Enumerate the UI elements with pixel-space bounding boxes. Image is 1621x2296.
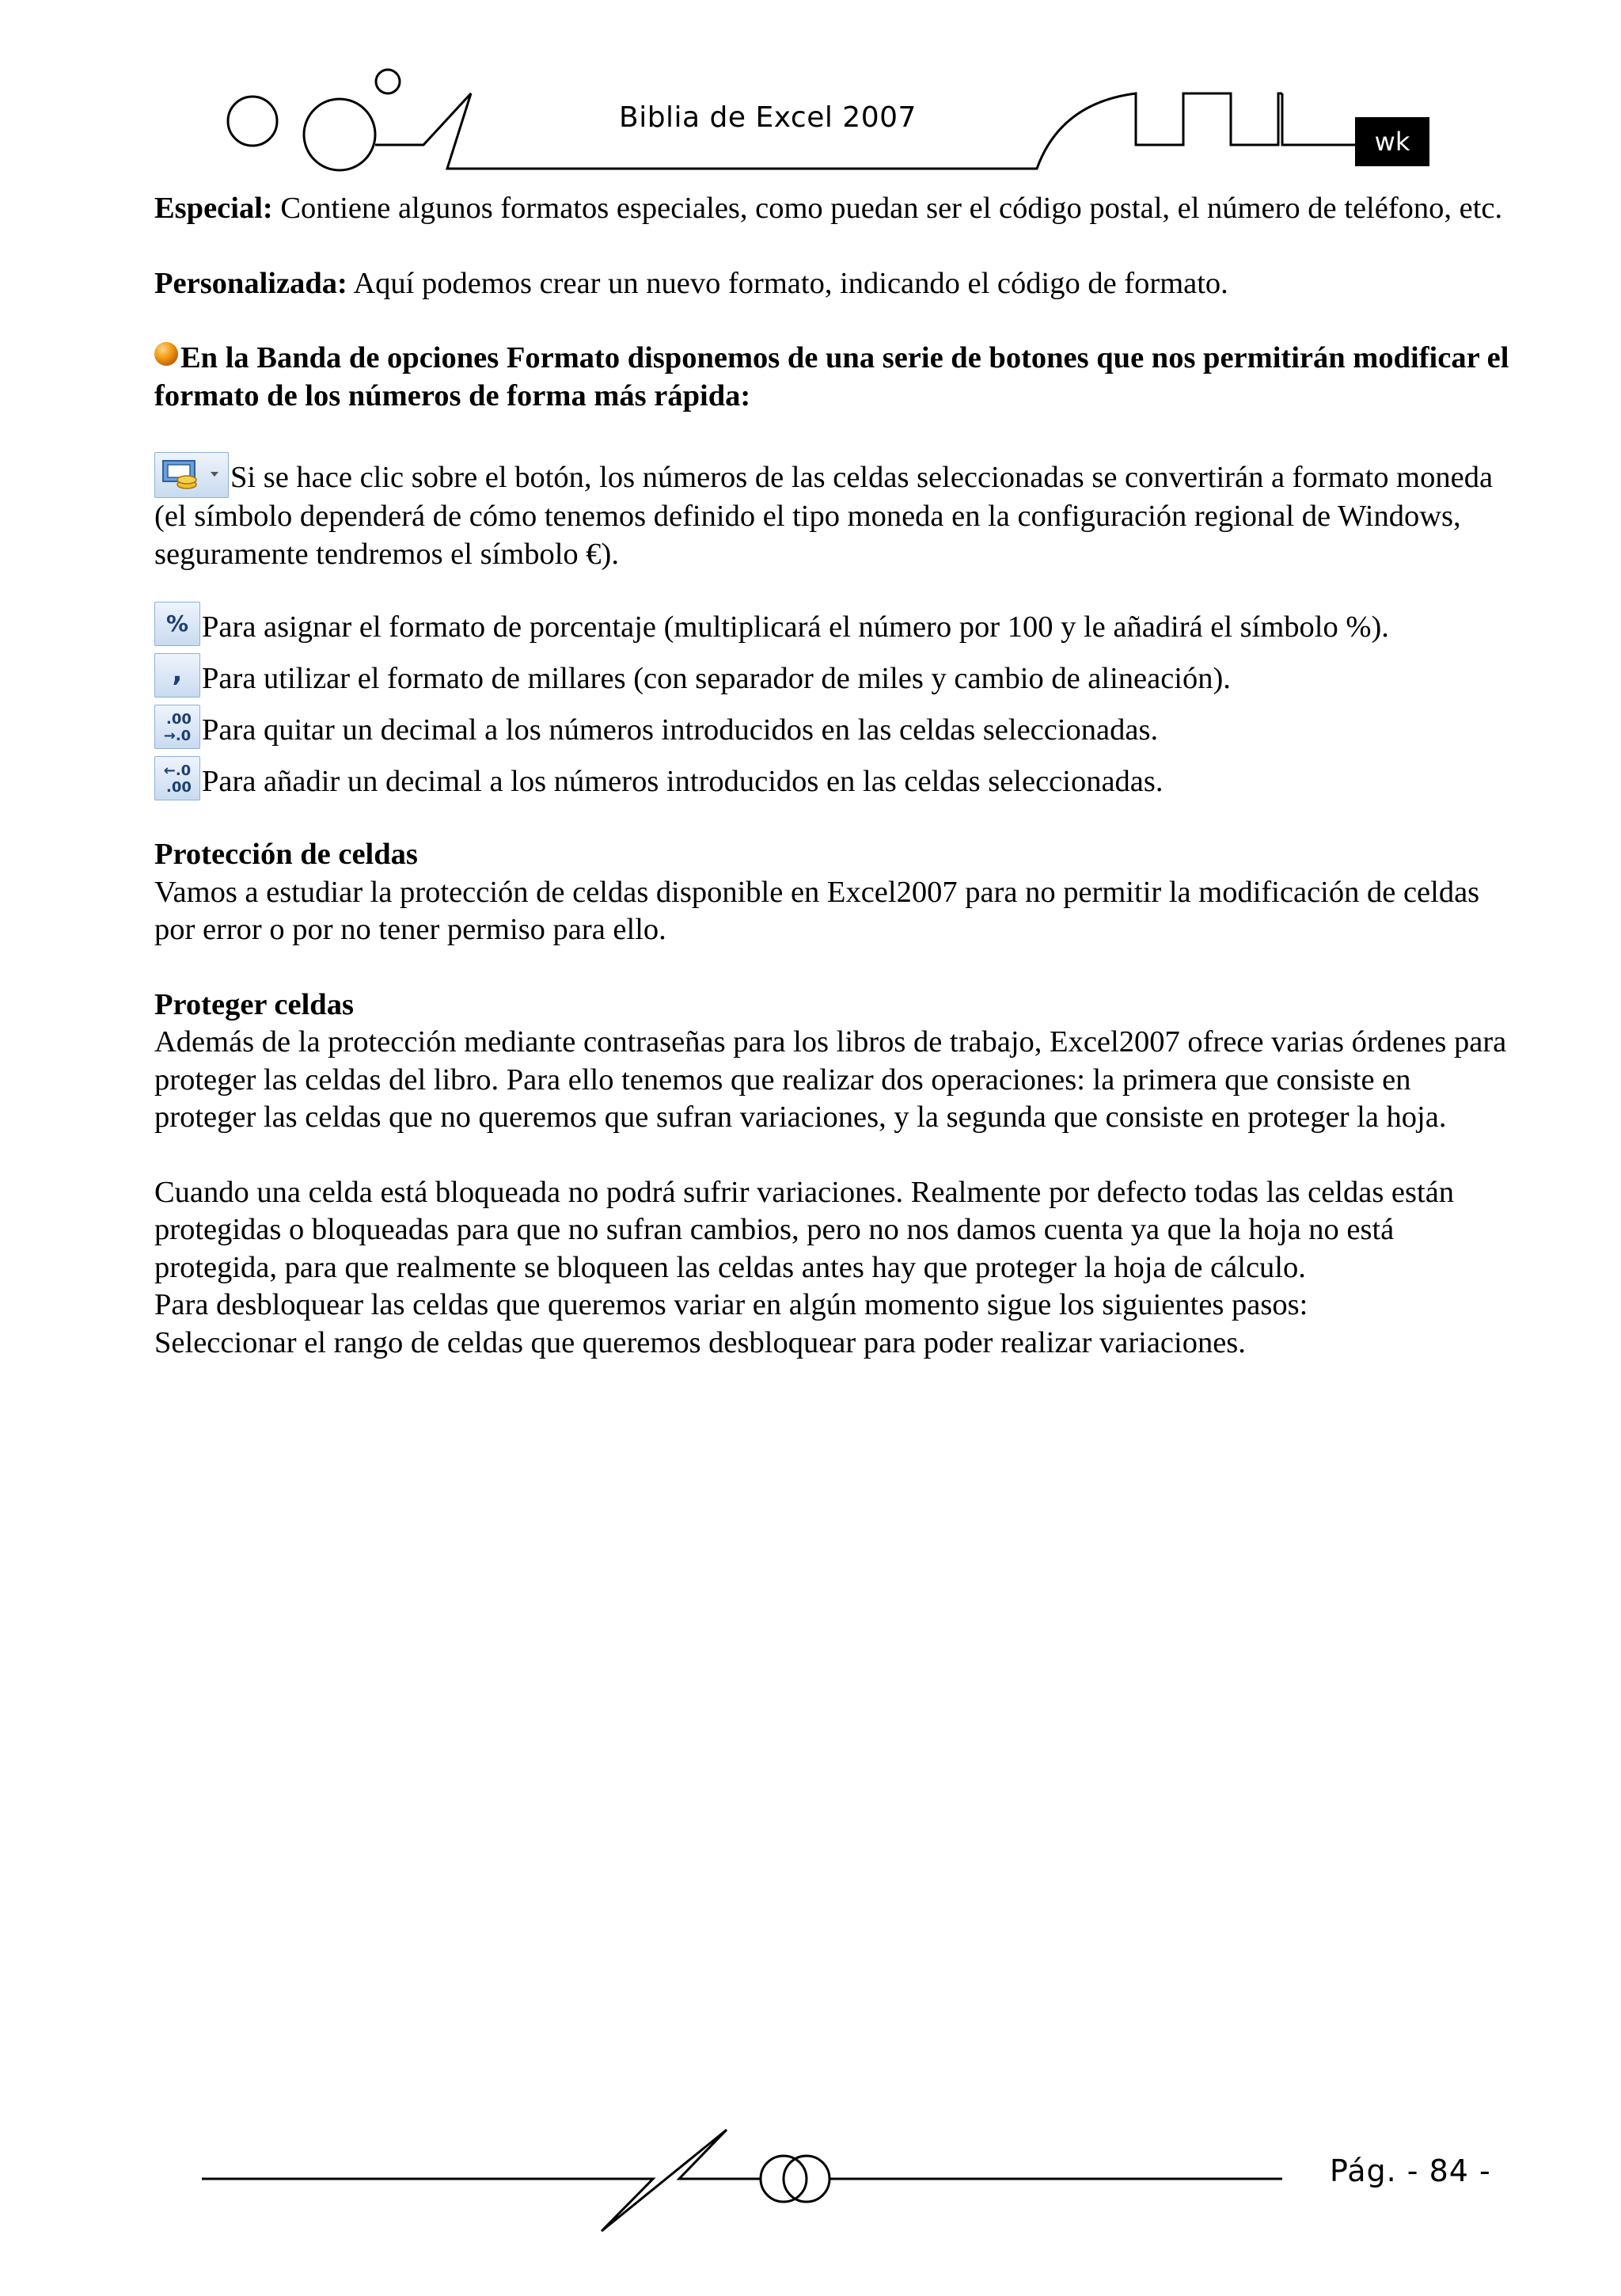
decrease-glyph-bottom: →.0 — [163, 728, 192, 744]
comma-glyph: , — [172, 656, 183, 688]
proteccion-text: Vamos a estudiar la protección de celdas disponible en Excel2007 para no permitir la modificación de celdas por error o por no tener permiso para ello. — [154, 875, 1480, 946]
millares-text: Para utilizar el formato de millares (con separador de miles y cambio de alineación). — [202, 662, 1231, 695]
page-footer — [0, 2098, 1621, 2241]
desbloquear-text: Para desbloquear las celdas que queremos variar en algún momento sigue los siguientes pasos: — [154, 1288, 1308, 1321]
percent-style-button-icon[interactable] — [154, 602, 200, 646]
bloqueada-text: Cuando una celda está bloqueada no podrá sufrir variaciones. Realmente por defecto todas las celdas están protegidas o bloqueadas para que no sufran cambios, pero no nos damos cuenta ya que la hoja no está protegida, para que realmente se bloqueen las celdas antes hay que proteger la hoja de cálculo. — [154, 1175, 1455, 1284]
especial-label: Especial: — [154, 192, 273, 225]
paragraph-personalizada — [154, 265, 1516, 303]
currency-format-button-icon[interactable] — [154, 452, 229, 498]
moneda-text: Si se hace clic sobre el botón, los números de las celdas seleccionadas se convertirán a formato moneda (el símbolo dependerá de cómo tenemos definido el tipo moneda en la configuración regional de Windows, seguramente tendremos el símbolo €). — [154, 461, 1494, 571]
proteccion-title: Protección de celdas — [154, 838, 418, 871]
page-number: Pág. - 84 - — [1330, 2153, 1491, 2188]
header-title: Biblia de Excel 2007 — [619, 101, 917, 134]
icon-row-anadir-decimal — [154, 756, 1516, 808]
seleccionar-text: Seleccionar el rango de celdas que queremos desbloquear para poder realizar variaciones. — [154, 1325, 1246, 1359]
banda-heading-text: En la Banda de opciones Formato disponemos de una serie de botones que nos permitirán modificar el formato de los números de forma más rápida: — [154, 341, 1509, 412]
comma-style-button-icon[interactable] — [154, 653, 200, 698]
quitar-decimal-text: Para quitar un decimal a los números introducidos en las celdas seleccionadas. — [202, 713, 1159, 747]
personalizada-label: Personalizada: — [154, 266, 347, 300]
percent-glyph: % — [165, 610, 189, 637]
increase-glyph-top: ←.0 — [163, 762, 192, 779]
anadir-decimal-text: Para añadir un decimal a los números introducidos en las celdas seleccionadas. — [202, 765, 1164, 798]
especial-text: Contiene algunos formatos especiales, como puedan ser el código postal, el número de teléfono, etc. — [272, 192, 1503, 225]
paragraph-especial — [154, 190, 1516, 228]
decrease-decimal-button-icon[interactable] — [154, 705, 200, 749]
increase-decimal-button-icon[interactable] — [154, 756, 200, 800]
icon-row-porcentaje — [154, 602, 1516, 653]
increase-glyph-bottom: .00 — [166, 779, 192, 796]
icon-row-quitar-decimal — [154, 705, 1516, 756]
icon-row-millares — [154, 653, 1516, 705]
proteger-text: Además de la protección mediante contraseñas para los libros de trabajo, Excel2007 ofrece varias órdenes para proteger las celdas del libro. Para ello tenemos que realizar dos operaciones: la primera que consiste en proteger las celdas que no queremos que sufran variaciones, y la segunda que consiste en proteger la hoja. — [154, 1025, 1507, 1134]
porcentaje-text: Para asignar el formato de porcentaje (multiplicará el número por 100 y le añadirá el símbolo %). — [202, 610, 1389, 644]
orange-bullet-icon — [154, 342, 178, 366]
document-body — [154, 190, 1516, 1362]
proteger-title: Proteger celdas — [154, 987, 354, 1021]
header-badge: wk — [1355, 117, 1429, 166]
decrease-glyph-top: .00 — [166, 711, 192, 728]
paragraph-moneda — [154, 452, 1516, 573]
personalizada-text: Aquí podemos crear un nuevo formato, indicando el código de formato. — [347, 266, 1228, 300]
paragraph-banda-heading — [154, 340, 1516, 415]
page-header — [0, 0, 1621, 182]
